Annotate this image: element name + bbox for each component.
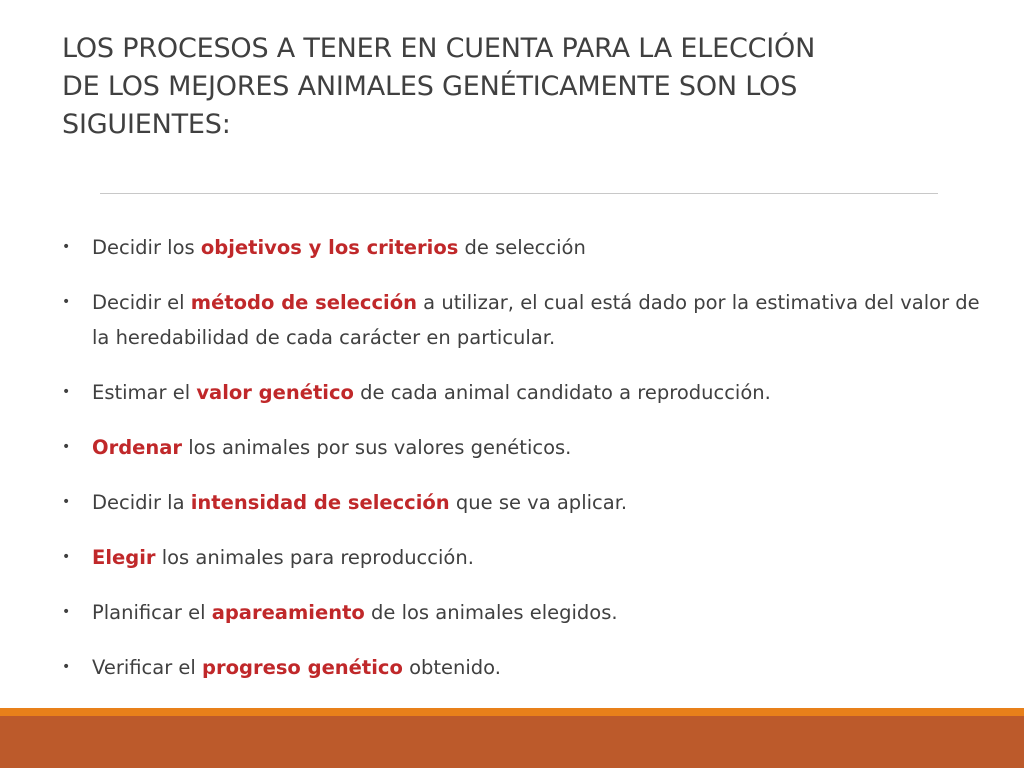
bullet-item-progreso — [62, 650, 1002, 685]
bullet-text — [92, 601, 618, 624]
footer-accent-stripe — [0, 708, 1024, 716]
bullet-text-after: los animales para reproducción. — [155, 546, 474, 569]
bullet-highlight: método de selección — [190, 291, 417, 314]
bullet-text-after: a utilizar, el cual está dado por la estimativa del valor de la heredabilidad de cada carácter en particular. — [92, 291, 980, 349]
bullet-text-after: de selección — [458, 236, 586, 259]
title-line-2: DE LOS MEJORES ANIMALES GENÉTICAMENTE SON LOS — [62, 71, 798, 102]
bullet-text-after: los animales por sus valores genéticos. — [182, 436, 572, 459]
bullet-icon: • — [62, 439, 71, 455]
bullet-item-valor — [62, 375, 1002, 410]
bullet-text-before: Estimar el — [92, 381, 197, 404]
bullet-text — [92, 491, 627, 514]
bullet-highlight: objetivos y los criterios — [200, 236, 459, 259]
bullet-text-before: Verificar el — [92, 656, 203, 679]
bullet-icon: • — [62, 239, 71, 255]
bullet-highlight: progreso genético — [202, 656, 403, 679]
bullet-text — [92, 656, 501, 679]
bullet-highlight: intensidad de selección — [190, 491, 450, 514]
bullet-highlight: valor genético — [196, 381, 354, 404]
bullet-icon: • — [62, 604, 71, 620]
bullet-item-metodo — [62, 285, 1002, 355]
footer-band — [0, 716, 1024, 768]
bullet-icon: • — [62, 549, 71, 565]
bullet-text — [92, 381, 771, 404]
bullet-item-intensidad — [62, 485, 1002, 520]
slide-title — [62, 30, 962, 144]
bullet-item-ordenar — [62, 430, 1002, 465]
bullet-icon: • — [62, 494, 71, 510]
bullet-text-before: Decidir la — [92, 491, 191, 514]
bullet-icon: • — [62, 294, 71, 310]
bullet-highlight: Ordenar — [92, 436, 183, 459]
bullet-text-before: Decidir los — [92, 236, 201, 259]
bullet-icon: • — [62, 384, 71, 400]
bullet-item-objetivos — [62, 230, 1002, 265]
bullet-text-after: de los animales elegidos. — [364, 601, 618, 624]
title-line-1: LOS PROCESOS A TENER EN CUENTA PARA LA ELECCIÓN — [62, 33, 816, 64]
bullet-text-after: que se va aplicar. — [449, 491, 628, 514]
title-line-3: SIGUIENTES: — [62, 109, 231, 140]
bullet-text-before: Decidir el — [92, 291, 191, 314]
title-divider — [100, 193, 938, 194]
bullet-text — [92, 436, 571, 459]
bullet-text-after: de cada animal candidato a reproducción. — [353, 381, 771, 404]
bullet-icon: • — [62, 659, 71, 675]
bullet-highlight: Elegir — [92, 546, 156, 569]
bullet-list — [62, 230, 1002, 705]
bullet-text-after: obtenido. — [402, 656, 501, 679]
bullet-text — [92, 546, 474, 569]
bullet-text-before: Planificar el — [92, 601, 212, 624]
bullet-item-apareamiento — [62, 595, 1002, 630]
bullet-item-elegir — [62, 540, 1002, 575]
bullet-text — [92, 236, 586, 259]
bullet-highlight: apareamiento — [211, 601, 365, 624]
bullet-text — [92, 291, 980, 349]
